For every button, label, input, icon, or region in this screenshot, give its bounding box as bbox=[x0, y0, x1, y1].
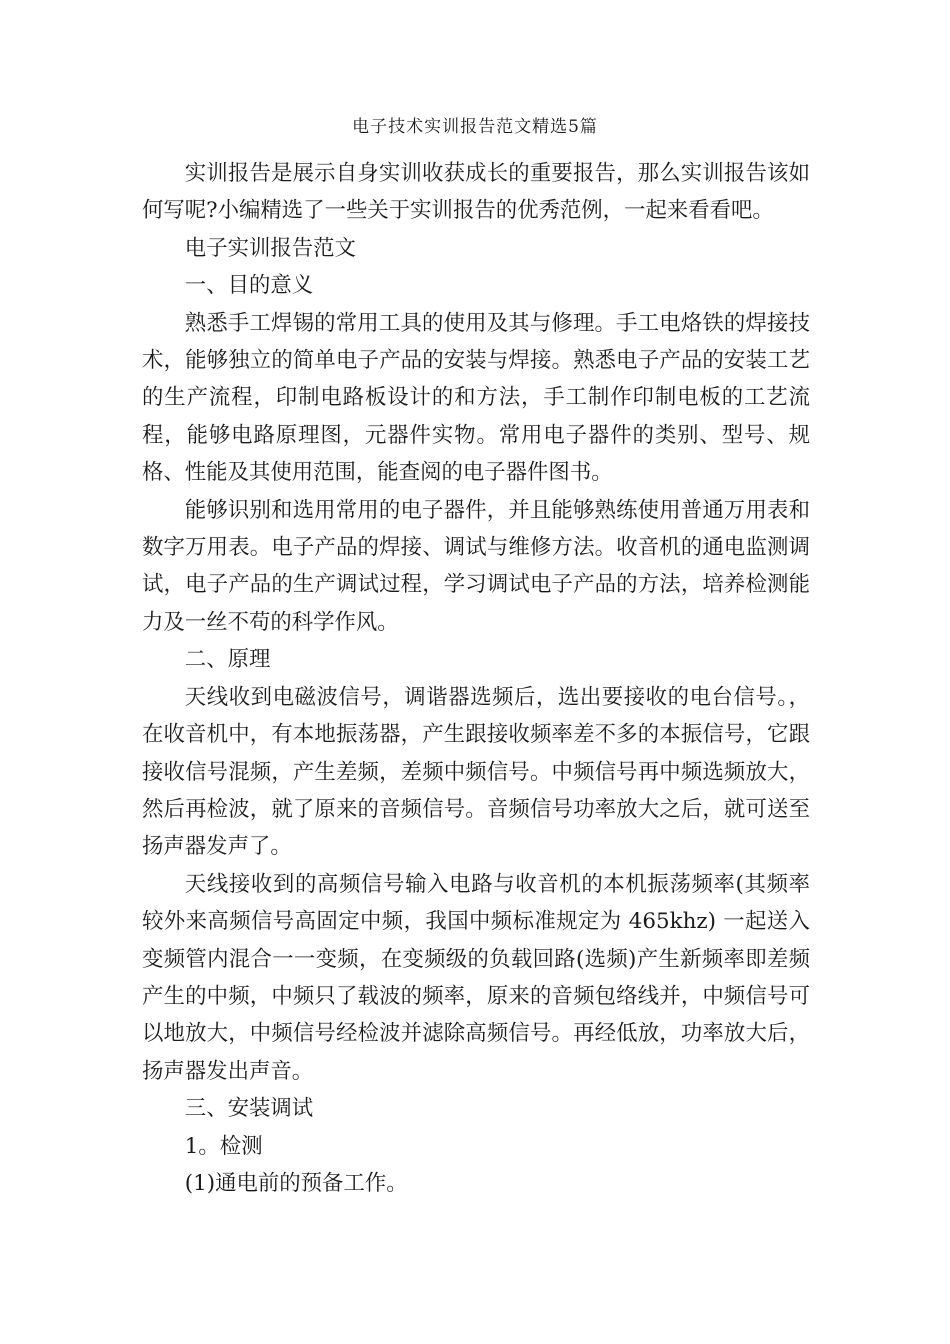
section-heading-sample: 电子实训报告范文 bbox=[184, 235, 356, 261]
paragraph-principle-2: 天线接收到的高频信号输入电路与收音机的本机振荡频率(其频率较外来高频信号高固定中频，我国中频标准规定为 465khz) 一起送入变频管内混合一一变频，在变频级的负载回路(选频)产生新频率即差频产生的中频，中频只了载波的频率，原来的音频包络线并，中频信号可以地放大，中频信号经检波并滤除高频信号。再经低放，功率放大后，扬声器发出声音。 bbox=[142, 871, 810, 1084]
subheading-inspection: 1。检测 bbox=[184, 1133, 263, 1159]
document-title: 电子技术实训报告范文精选5篇 bbox=[352, 117, 598, 137]
section-heading-purpose: 一、目的意义 bbox=[184, 273, 314, 299]
paragraph-purpose-2: 能够识别和选用常用的电子器件，并且能够熟练使用普通万用表和数字万用表。电子产品的焊接、调试与维修方法。收音机的通电监测调试，电子产品的生产调试过程，学习调试电子产品的方法，培养检测能力及一丝不苟的科学作风。 bbox=[142, 497, 810, 635]
paragraph-purpose-1: 熟悉手工焊锡的常用工具的使用及其与修理。手工电烙铁的焊接技术，能够独立的简单电子产品的安装与焊接。熟悉电子产品的安装工艺的生产流程，印制电路板设计的和方法，手工制作印制电板的工艺流程，能够电路原理图，元器件实物。常用电子器件的类别、型号、规格、性能及其使用范围，能查阅的电子器件图书。 bbox=[142, 310, 810, 486]
section-heading-principle: 二、原理 bbox=[184, 647, 271, 673]
document-body bbox=[142, 155, 810, 1202]
paragraph-principle-1: 天线收到电磁波信号，调谐器选频后，选出要接收的电台信号。，在收音机中，有本地振荡器，产生跟接收频率差不多的本振信号，它跟接收信号混频，产生差频，差频中频信号。中频信号再中频选频放大，然后再检波，就了原来的音频信号。音频信号功率放大之后，就可送至扬声器发声了。 bbox=[142, 684, 810, 860]
subheading-preparation: (1)通电前的预备工作。 bbox=[184, 1170, 408, 1196]
paragraph-intro: 实训报告是展示自身实训收获成长的重要报告，那么实训报告该如何写呢?小编精选了一些关于实训报告的优秀范例，一起来看看吧。 bbox=[142, 161, 810, 224]
section-heading-installation: 三、安装调试 bbox=[184, 1096, 314, 1122]
